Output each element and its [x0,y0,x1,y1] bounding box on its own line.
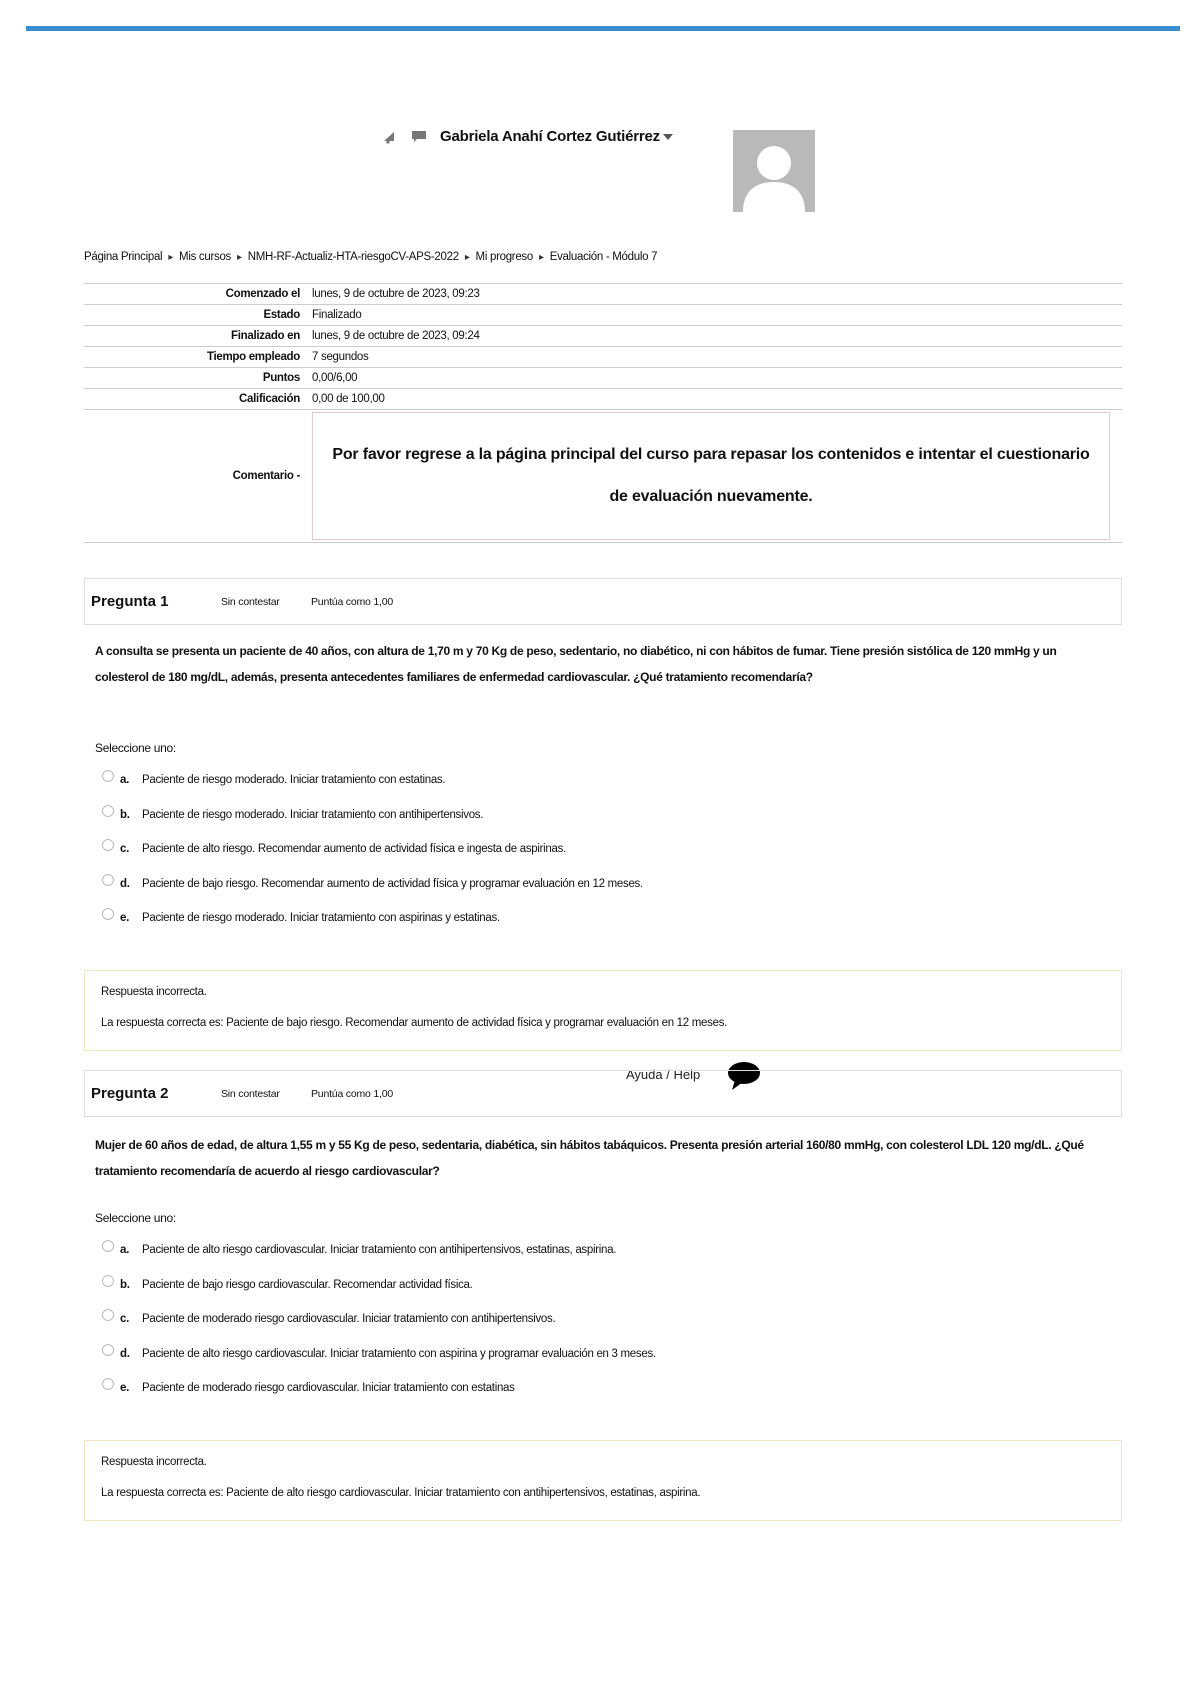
question-2-options [102,1233,656,1406]
answer-option[interactable] [102,1233,656,1268]
option-letter: c. [120,1313,129,1326]
radio-button[interactable] [102,1309,114,1321]
feedback-status: Respuesta incorrecta. [101,1456,207,1468]
answer-option[interactable] [102,901,643,936]
question-state: Sin contestar [221,595,280,608]
summary-label: Calificación [84,389,306,410]
summary-row [84,389,1122,410]
answer-option[interactable] [102,1337,656,1372]
breadcrumb-my-courses[interactable]: Mis cursos [179,251,231,263]
option-letter: e. [120,912,129,925]
option-text[interactable]: Paciente de bajo riesgo cardiovascular. Recomendar actividad física. [142,1278,473,1291]
radio-button[interactable] [102,874,114,886]
question-points: Puntúa como 1,00 [311,595,394,608]
summary-value: 0,00 de 100,00 [306,389,1122,410]
question-title: Pregunta 2 [91,1085,169,1102]
option-letter: a. [120,1244,129,1257]
chevron-down-icon[interactable] [663,134,673,140]
top-accent-bar [26,26,1180,31]
summary-value: lunes, 9 de octubre de 2023, 09:24 [306,326,1122,347]
breadcrumb-course[interactable]: NMH-RF-Actualiz-HTA-riesgoCV-APS-2022 [247,251,459,263]
breadcrumb-separator-icon: ▸ [538,251,544,263]
breadcrumb-current: Evaluación - Módulo 7 [549,251,658,263]
radio-button[interactable] [102,1344,114,1356]
answer-option[interactable] [102,1371,656,1406]
option-letter: b. [120,1278,130,1291]
radio-button[interactable] [102,770,114,782]
question-1-options [102,763,643,936]
answer-option[interactable] [102,1302,656,1337]
summary-value: 7 segundos [306,347,1122,368]
breadcrumb-separator-icon: ▸ [237,251,242,263]
option-text[interactable]: Paciente de moderado riesgo cardiovascular. Iniciar tratamiento con estatinas [142,1382,515,1395]
comment-cell [306,410,1122,543]
option-letter: a. [120,774,129,787]
summary-row [84,347,1122,368]
summary-row [84,326,1122,347]
bell-icon[interactable] [380,129,398,145]
question-2-header [84,1070,1122,1117]
option-text[interactable]: Paciente de alto riesgo. Recomendar aumento de actividad física e ingesta de aspirinas. [142,843,566,856]
avatar[interactable] [733,130,815,212]
summary-label: Estado [84,305,306,326]
radio-button[interactable] [102,805,114,817]
breadcrumb [84,251,657,263]
radio-button[interactable] [102,1378,114,1390]
summary-value: lunes, 9 de octubre de 2023, 09:23 [306,284,1122,305]
answer-option[interactable] [102,867,643,902]
answer-option[interactable] [102,832,643,867]
question-2-feedback [84,1440,1122,1521]
summary-value: 0,00/6,00 [306,368,1122,389]
option-letter: d. [120,1347,130,1360]
summary-label: Tiempo empleado [84,347,306,368]
chat-icon[interactable] [410,129,428,145]
radio-button[interactable] [102,839,114,851]
summary-label: Comenzado el [84,284,306,305]
option-text[interactable]: Paciente de alto riesgo cardiovascular. Iniciar tratamiento con antihipertensivos, estatinas, aspirina. [142,1244,617,1257]
option-text[interactable]: Paciente de riesgo moderado. Iniciar tratamiento con estatinas. [142,774,446,787]
overall-feedback-text: Por favor regrese a la página principal del curso para repasar los contenidos e intentar el cuestionario de evaluación nuevamente. [332,446,1090,505]
user-avatar-icon [733,130,815,212]
feedback-status: Respuesta incorrecta. [101,986,207,998]
radio-button[interactable] [102,1275,114,1287]
question-title: Pregunta 1 [91,593,169,610]
option-letter: b. [120,808,130,821]
answer-option[interactable] [102,1268,656,1303]
radio-button[interactable] [102,908,114,920]
question-1-header [84,578,1122,625]
summary-label: Finalizado en [84,326,306,347]
attempt-summary-table [84,283,1122,543]
breadcrumb-progress[interactable]: Mi progreso [475,251,533,263]
correct-answer: La respuesta correcta es: Paciente de bajo riesgo. Recomendar aumento de actividad física y programar evaluación en 12 meses. [101,1017,728,1029]
option-text[interactable]: Paciente de moderado riesgo cardiovascular. Iniciar tratamiento con antihipertensivos. [142,1313,556,1326]
question-state: Sin contestar [221,1087,280,1100]
question-points: Puntúa como 1,00 [311,1087,394,1100]
breadcrumb-separator-icon: ▸ [168,251,174,263]
breadcrumb-home[interactable]: Página Principal [84,251,163,263]
option-text[interactable]: Paciente de riesgo moderado. Iniciar tratamiento con aspirinas y estatinas. [142,912,500,925]
comment-row [84,410,1122,543]
radio-button[interactable] [102,1240,114,1252]
option-text[interactable]: Paciente de bajo riesgo. Recomendar aumento de actividad física y programar evaluación en 12 meses. [142,877,643,890]
comment-label: Comentario - [84,410,306,543]
correct-answer: La respuesta correcta es: Paciente de alto riesgo cardiovascular. Iniciar tratamiento con antihipertensivos, estatinas, aspirina. [101,1487,701,1499]
option-letter: e. [120,1382,129,1395]
question-1-text: A consulta se presenta un paciente de 40 años, con altura de 1,70 m y 70 Kg de peso, sedentario, no diabético, ni con hábitos de fumar. Tiene presión sistólica de 120 mmHg y un colesterol de 180 mg/dL, además, presenta antecedentes familiares de enfermedad cardiovascular. ¿Qué tratamiento recomendaría? [95,644,1057,684]
user-menu [380,128,673,145]
overall-feedback-box [312,412,1110,540]
breadcrumb-separator-icon: ▸ [464,251,470,263]
answer-option[interactable] [102,763,643,798]
summary-label: Puntos [84,368,306,389]
select-one-label: Seleccione uno: [95,1211,176,1225]
option-letter: c. [120,843,129,856]
option-text[interactable]: Paciente de alto riesgo cardiovascular. Iniciar tratamiento con aspirina y programar evaluación en 3 meses. [142,1347,656,1360]
summary-row [84,368,1122,389]
answer-option[interactable] [102,798,643,833]
user-name[interactable]: Gabriela Anahí Cortez Gutiérrez [440,128,660,145]
option-text[interactable]: Paciente de riesgo moderado. Iniciar tratamiento con antihipertensivos. [142,808,484,821]
summary-value: Finalizado [306,305,1122,326]
option-letter: d. [120,877,130,890]
summary-row [84,284,1122,305]
help-label[interactable]: Ayuda / Help [626,1067,701,1082]
question-2-text: Mujer de 60 años de edad, de altura 1,55 m y 55 Kg de peso, sedentaria, diabética, sin hábitos tabáquicos. Presenta presión arterial 160/80 mmHg, con colesterol LDL 120 mg/dL. ¿Qué tratamiento recomendaría de acuerdo al riesgo cardiovascular? [95,1138,1084,1178]
summary-row [84,305,1122,326]
select-one-label: Seleccione uno: [95,741,176,755]
question-1-feedback [84,970,1122,1051]
